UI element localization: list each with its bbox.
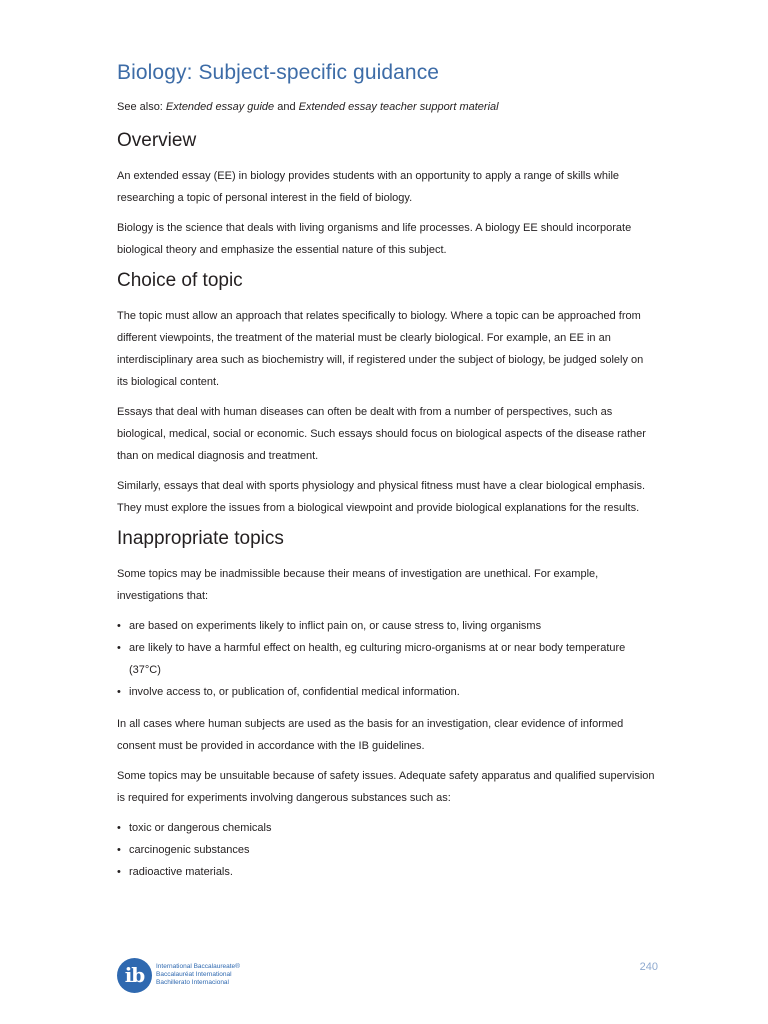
list-item-text: radioactive materials. — [129, 866, 233, 879]
list-item-text: toxic or dangerous chemicals — [129, 822, 272, 835]
see-also-link-tsm[interactable]: Extended essay teacher support material — [298, 101, 499, 113]
bullet-icon: • — [117, 686, 121, 699]
see-also-line — [117, 101, 657, 114]
dangerous-substances-list — [117, 817, 657, 883]
inappropriate-paragraph-3: Some topics may be unsuitable because of safety issues. Adequate safety apparatus and qualified supervision is required for experiments involving dangerous substances such as: — [117, 770, 655, 805]
bullet-icon: • — [117, 642, 121, 655]
see-also-prefix: See also: — [117, 101, 166, 113]
see-also-joiner: and — [274, 101, 299, 113]
choice-paragraph-3: Similarly, essays that deal with sports physiology and physical fitness must have a clear biological emphasis. They must explore the issues from a biological viewpoint and provide biological explanations for the results. — [117, 480, 646, 515]
ib-logo — [117, 958, 257, 994]
unethical-investigations-list — [117, 615, 657, 703]
list-item-text: are based on experiments likely to inflict pain on, or cause stress to, living organisms — [129, 620, 542, 633]
list-item-text: are likely to have a harmful effect on health, eg culturing micro-organisms at or near body temperature (37°C) — [129, 642, 626, 677]
choice-paragraph-2: Essays that deal with human diseases can often be dealt with from a number of perspectives, such as biological, medical, social or economic. Such essays should focus on biological aspects of the disease rather than on medical diagnosis and treatment. — [117, 406, 646, 463]
ib-logo-line-french: Baccalauréat International — [156, 971, 232, 978]
page-title: Biology: Subject-specific guidance — [117, 61, 440, 84]
list-item-text: carcinogenic substances — [129, 844, 250, 857]
ib-logo-mark: ib — [124, 963, 145, 987]
ib-logo-line-english: International Baccalaureate® — [156, 963, 240, 970]
bullet-icon: • — [117, 866, 121, 879]
inappropriate-topics-heading: Inappropriate topics — [117, 528, 284, 550]
list-item-text: involve access to, or publication of, confidential medical information. — [129, 686, 460, 699]
ib-logo-line-spanish: Bachillerato Internacional — [156, 979, 229, 986]
list-item — [117, 861, 657, 883]
ib-logo-text — [156, 963, 240, 987]
overview-paragraph-1: An extended essay (EE) in biology provides students with an opportunity to apply a range of skills while researching a topic of personal interest in the field of biology. — [117, 170, 620, 205]
bullet-icon: • — [117, 844, 121, 857]
overview-heading: Overview — [117, 130, 197, 152]
bullet-icon: • — [117, 822, 121, 835]
list-item — [117, 637, 657, 681]
list-item — [117, 839, 657, 861]
list-item — [117, 615, 657, 637]
list-item — [117, 681, 657, 703]
see-also-link-guide[interactable]: Extended essay guide — [165, 101, 275, 113]
inappropriate-paragraph-2: In all cases where human subjects are used as the basis for an investigation, clear evidence of informed consent must be provided in accordance with the IB guidelines. — [117, 718, 624, 753]
list-item — [117, 817, 657, 839]
inappropriate-paragraph-1: Some topics may be inadmissible because their means of investigation are unethical. For example, investigations that: — [117, 568, 599, 603]
bullet-icon: • — [117, 620, 121, 633]
choice-paragraph-1: The topic must allow an approach that relates specifically to biology. Where a topic can be approached from different viewpoints, the treatment of the material must be clearly biological. For example, an EE in an interdisciplinary area such as biochemistry will, if registered under the subject of biology, be judged solely on its biological content. — [117, 310, 644, 389]
overview-paragraph-2: Biology is the science that deals with living organisms and life processes. A biology EE should incorporate biological theory and emphasize the essential nature of this subject. — [117, 222, 632, 257]
page-number: 240 — [639, 961, 658, 973]
document-page — [117, 62, 657, 893]
choice-of-topic-heading: Choice of topic — [117, 270, 243, 292]
